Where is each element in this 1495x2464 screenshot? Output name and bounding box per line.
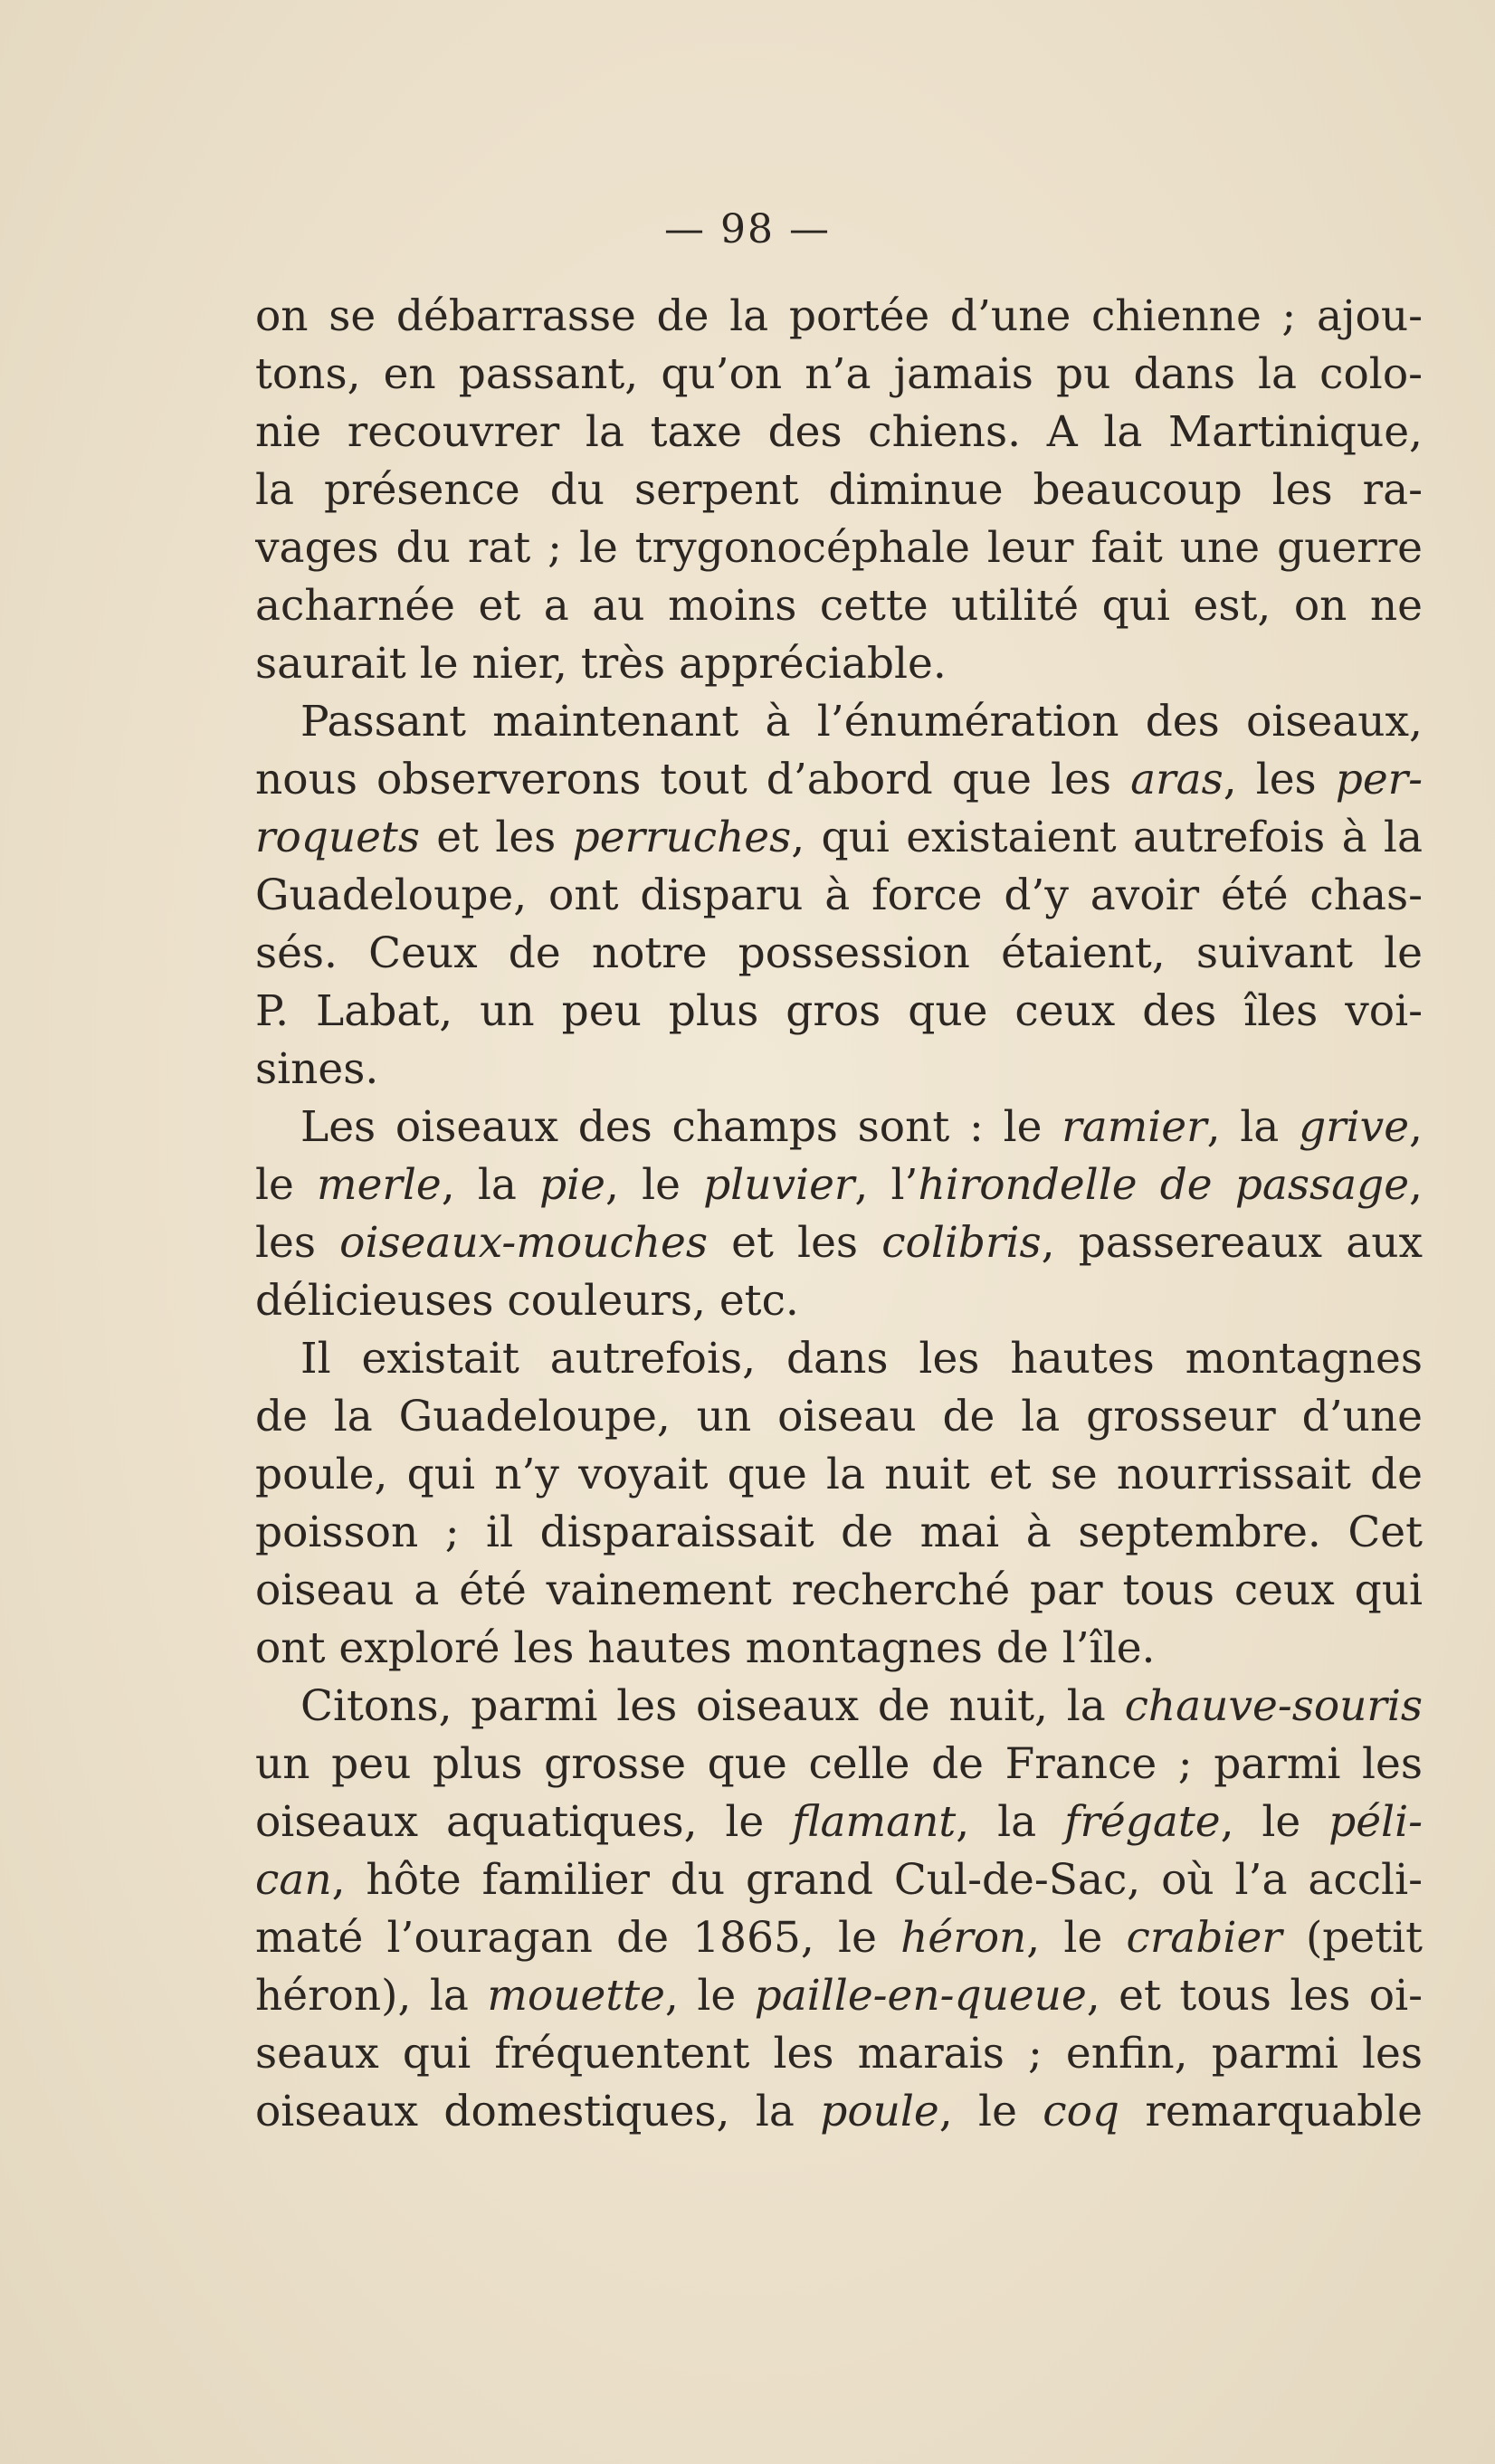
italic-term: perruches — [572, 813, 792, 862]
page-number: — 98 — — [664, 206, 831, 252]
text-segment: de la Guadeloupe, un oiseau de la grosseur d’une — [255, 1392, 1423, 1441]
text-segment: oiseaux domestiques, la — [255, 2087, 821, 2136]
text-segment: , — [1409, 1102, 1423, 1152]
italic-term: flamant — [792, 1797, 957, 1847]
text-line — [255, 751, 1423, 809]
italic-term: oiseaux-mouches — [339, 1218, 708, 1268]
text-segment: saurait le nier, très appréciable. — [255, 639, 947, 689]
text-line — [255, 1620, 1423, 1678]
text-segment: oiseau a été vainement recherché par tous ceux qui — [255, 1565, 1423, 1615]
text-line — [255, 346, 1423, 404]
text-segment: Les oiseaux des champs sont : le — [300, 1102, 1062, 1152]
text-segment: Guadeloupe, ont disparu à force d’y avoir été chas- — [255, 870, 1423, 920]
text-segment: acharnée et a au moins cette utilité qui est, on ne — [255, 581, 1423, 631]
italic-term: pie — [539, 1160, 605, 1210]
italic-term: merle — [317, 1160, 442, 1210]
text-line — [255, 1851, 1423, 1909]
italic-term: péli- — [1328, 1797, 1423, 1847]
text-line — [255, 1156, 1423, 1214]
text-segment: délicieuses couleurs, etc. — [255, 1276, 799, 1326]
text-segment: , — [1409, 1160, 1423, 1210]
italic-term: chauve-souris — [1124, 1681, 1423, 1731]
italic-term: aras — [1130, 755, 1224, 804]
text-line — [255, 1504, 1423, 1562]
italic-term: crabier — [1126, 1913, 1282, 1963]
italic-term: hirondelle de passage — [918, 1160, 1410, 1210]
text-segment: (petit — [1281, 1913, 1423, 1963]
italic-term: roquets — [255, 813, 420, 862]
text-line — [255, 1446, 1423, 1504]
text-segment: Citons, parmi les oiseaux de nuit, la — [300, 1681, 1125, 1731]
text-line — [255, 461, 1423, 519]
text-segment: la présence du serpent diminue beaucoup les ra- — [255, 465, 1423, 515]
text-segment: un peu plus grosse que celle de France ; parmi les — [255, 1739, 1423, 1789]
text-line — [255, 1793, 1423, 1851]
text-segment: le — [255, 1160, 318, 1210]
italic-term: pluvier — [703, 1160, 855, 1210]
text-segment: Il existait autrefois, dans les hautes montagnes — [300, 1334, 1423, 1384]
text-line — [255, 1214, 1423, 1272]
text-segment: Passant maintenant à l’énumération des oiseaux, — [300, 697, 1423, 747]
text-line — [255, 2083, 1423, 2141]
text-segment: vages du rat ; le trygonocéphale leur fait une guerre — [255, 523, 1423, 573]
italic-term: coq — [1043, 2087, 1119, 2136]
text-segment: les — [255, 1218, 340, 1268]
italic-term: per- — [1335, 755, 1423, 804]
text-line — [255, 1330, 1423, 1388]
text-line — [255, 288, 1423, 346]
text-segment: remarquable — [1119, 2087, 1423, 2136]
text-segment: P. Labat, un peu plus gros que ceux des îles voi- — [255, 986, 1423, 1036]
text-segment: sines. — [255, 1044, 379, 1094]
italic-term: héron — [900, 1913, 1027, 1963]
text-segment: poisson ; il disparaissait de mai à septembre. Cet — [255, 1508, 1423, 1557]
text-line — [255, 1909, 1423, 1967]
text-segment: poule, qui n’y voyait que la nuit et se nourrissait de — [255, 1450, 1423, 1499]
text-segment: héron), la — [255, 1971, 488, 2021]
text-line — [255, 577, 1423, 635]
text-line — [255, 2025, 1423, 2083]
text-line — [255, 809, 1423, 867]
text-segment: oiseaux aquatiques, le — [255, 1797, 793, 1847]
text-segment: , le — [1220, 1797, 1329, 1847]
text-segment: , la — [956, 1797, 1065, 1847]
text-segment: , le — [1026, 1913, 1127, 1963]
text-line — [255, 925, 1423, 983]
text-line — [255, 1041, 1423, 1099]
italic-term: poule — [820, 2087, 939, 2136]
text-segment: , la — [441, 1160, 540, 1210]
text-segment: ont exploré les hautes montagnes de l’île. — [255, 1623, 1156, 1673]
text-segment: , l’ — [854, 1160, 919, 1210]
italic-term: frégate — [1064, 1797, 1221, 1847]
italic-term: ramier — [1062, 1102, 1207, 1152]
text-line — [255, 693, 1423, 751]
text-segment: , les — [1223, 755, 1336, 804]
text-segment: nous observerons tout d’abord que les — [255, 755, 1131, 804]
text-line — [255, 635, 1423, 693]
text-segment: , la — [1206, 1102, 1300, 1152]
text-segment: seaux qui fréquentent les marais ; enfin, parmi les — [255, 2029, 1423, 2079]
text-segment: tons, en passant, qu’on n’a jamais pu dans la colo- — [255, 349, 1423, 399]
text-segment: nie recouvrer la taxe des chiens. A la Martinique, — [255, 407, 1423, 457]
text-segment: , le — [664, 1971, 755, 2021]
text-line — [255, 1388, 1423, 1446]
text-segment: et les — [707, 1218, 882, 1268]
text-line — [255, 1272, 1423, 1330]
text-segment: maté l’ouragan de 1865, le — [255, 1913, 901, 1963]
text-line — [255, 1736, 1423, 1793]
text-line — [255, 404, 1423, 461]
text-segment: , et tous les oi- — [1086, 1971, 1423, 2021]
text-line — [255, 1967, 1423, 2025]
italic-term: mouette — [487, 1971, 665, 2021]
body-text — [255, 288, 1423, 2141]
text-line — [255, 519, 1423, 577]
text-line — [255, 983, 1423, 1041]
text-segment: , le — [605, 1160, 704, 1210]
text-line — [255, 1678, 1423, 1736]
text-line — [255, 1562, 1423, 1620]
text-line — [255, 867, 1423, 925]
text-segment: et les — [419, 813, 573, 862]
italic-term: grive — [1299, 1102, 1410, 1152]
italic-term: paille-en-queue — [754, 1971, 1087, 2021]
text-line — [255, 1099, 1423, 1156]
text-segment: , qui existaient autrefois à la — [791, 813, 1423, 862]
text-segment: , le — [938, 2087, 1043, 2136]
text-segment: , passereaux aux — [1041, 1218, 1423, 1268]
text-segment: sés. Ceux de notre possession étaient, suivant le — [255, 928, 1423, 978]
text-segment: on se débarrasse de la portée d’une chienne ; ajou- — [255, 291, 1423, 341]
italic-term: colibris — [881, 1218, 1042, 1268]
text-segment: , hôte familier du grand Cul-de-Sac, où l’a accli- — [331, 1855, 1423, 1905]
italic-term: can — [255, 1855, 332, 1905]
